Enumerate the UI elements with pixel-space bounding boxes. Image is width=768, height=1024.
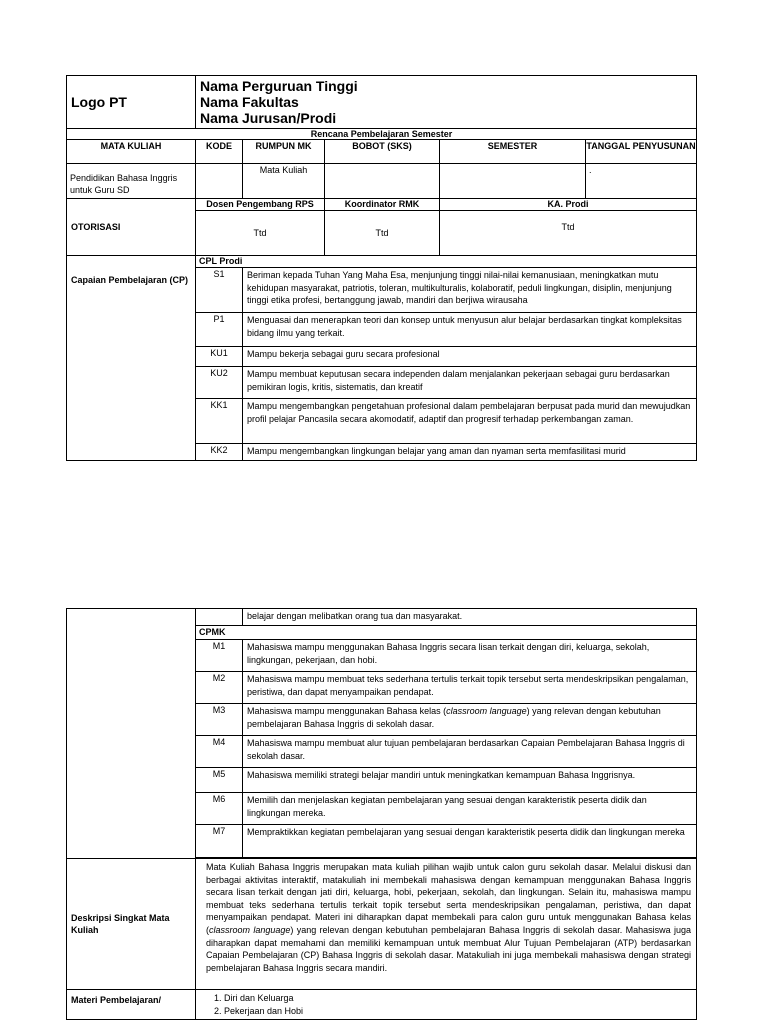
cpl-code: KK2 xyxy=(196,444,243,461)
cpl-code: KU1 xyxy=(196,347,243,367)
rps-header-table xyxy=(66,75,697,461)
cpmk-text-part: Mahasiswa mampu menggunakan Bahasa kelas ( xyxy=(247,706,447,716)
cpl-code: KU2 xyxy=(196,367,243,399)
course-semester xyxy=(440,164,586,199)
deskripsi-part: Mata Kuliah Bahasa Inggris merupakan mata kuliah pilihan wajib untuk calon guru sekolah dasar. Melalui diskusi dan berbagai aktivitas interaktif, matakuliah ini membekali mahasiswa dengan kemampuan menggunakan Bahasa Inggris secara lisan terkait dengan jati diri, keluarga, hobi, pekerjaan, sekolah, dan lingkungan. Selain itu, mahasiswa mampu membuat teks sederhana tertulis terkait topik tersebut serta mendeskripsikan pengalaman, peristiwa, dan dapat menyampaikan pendapat. Materi ini diharapkan dapat membekali para calon guru untuk menggunakan Bahasa kelas ( xyxy=(206,862,691,935)
cpmk-text: Mahasiswa memiliki strategi belajar mandiri untuk meningkatkan kemampuan Bahasa Inggrisnya. xyxy=(243,768,697,793)
course-bobot xyxy=(325,164,440,199)
cpl-text: Beriman kepada Tuhan Yang Maha Esa, menjunjung tinggi nilai-nilai kemanusiaan, meningkatkan mutu kehidupan masyarakat, patriotis, toleran, multikulturalis, kolaboratif, peduli lingkungan, disiplin, menjunjung tinggi etika profesi, bertanggung jawab, mandiri dan berjiwa wirausaha xyxy=(243,268,697,313)
cpmk-heading: CPMK xyxy=(196,626,697,640)
koordinator-ttd: Ttd xyxy=(325,211,440,256)
cpmk-code: M3 xyxy=(196,704,243,736)
course-tanggal: . xyxy=(586,164,697,199)
department-name: Nama Jurusan/Prodi xyxy=(200,110,337,126)
kaprodi-header: KA. Prodi xyxy=(440,199,697,211)
koordinator-header: Koordinator RMK xyxy=(325,199,440,211)
dosen-ttd: Ttd xyxy=(196,211,325,256)
deskripsi-text xyxy=(196,859,697,990)
cpl-text: Mampu bekerja sebagai guru secara profesional xyxy=(243,347,697,367)
cpl-code: S1 xyxy=(196,268,243,313)
materi-item: 1. Diri dan Keluarga xyxy=(224,992,696,1005)
deskripsi-italic: classroom language xyxy=(209,924,291,935)
col-rumpun-mk: RUMPUN MK xyxy=(243,140,325,164)
cp-label: Capaian Pembelajaran (CP) xyxy=(67,256,196,461)
rps-continuation-table xyxy=(66,608,697,1020)
cpmk-text: Mahasiswa mampu membuat alur tujuan pembelajaran berdasarkan Capaian Pembelajaran Bahasa Inggris di sekolah dasar. xyxy=(243,736,697,768)
course-rumpun: Mata Kuliah xyxy=(243,164,325,199)
cpl-text: Mampu mengembangkan lingkungan belajar yang aman dan nyaman serta memfasilitasi murid xyxy=(243,444,697,461)
institution-name: Nama Perguruan Tinggi xyxy=(200,78,358,94)
cpl-text: Mampu mengembangkan pengetahuan profesional dalam pembelajaran berpusat pada murid dan mewujudkan profil pelajar Pancasila secara akomodatif, adaptif dan progresif terhadap perkembangan zaman. xyxy=(243,399,697,444)
cpmk-text: Memilih dan menjelaskan kegiatan pembelajaran yang sesuai dengan karakteristik peserta didik dan lingkungan mereka. xyxy=(243,793,697,825)
materi-list xyxy=(196,992,696,1017)
cpl-text: Mampu membuat keputusan secara independen dalam menjalankan pekerjaan sebagai guru berdasarkan pemikiran logis, kritis, sistematis, dan kreatif xyxy=(243,367,697,399)
faculty-name: Nama Fakultas xyxy=(200,94,299,110)
dosen-pengembang-header: Dosen Pengembang RPS xyxy=(196,199,325,211)
cpl-heading: CPL Prodi xyxy=(196,256,697,268)
cpl-code: KK1 xyxy=(196,399,243,444)
cpmk-code: M6 xyxy=(196,793,243,825)
col-semester: SEMESTER xyxy=(440,140,586,164)
col-mata-kuliah: MATA KULIAH xyxy=(67,140,196,164)
cpmk-code: M4 xyxy=(196,736,243,768)
course-kode xyxy=(196,164,243,199)
logo-placeholder: Logo PT xyxy=(67,76,196,129)
col-tanggal: TANGGAL PENYUSUNAN xyxy=(586,140,697,164)
course-name: Pendidikan Bahasa Inggris untuk Guru SD xyxy=(67,164,196,199)
kaprodi-ttd: Ttd xyxy=(440,211,697,256)
deskripsi-part: ) yang relevan dengan kebutuhan pembelajaran Bahasa Inggris di sekolah dasar. Mahasiswa juga diharapkan dapat memahami dan memiliki kemampuan untuk membuat Alur Tujuan Pembelajaran (ATP) berdasarkan Capaian Pembelajaran (CP) Bahasa Inggris di sekolah dasar. Matakuliah ini juga membekali mahasiswa dengan strategi pembelajaran Bahasa Inggris secara mandiri. xyxy=(206,924,691,973)
cpmk-text xyxy=(243,704,697,736)
cpl-code: P1 xyxy=(196,313,243,347)
cpl-code-continued xyxy=(196,609,243,626)
cpmk-text: Mempraktikkan kegiatan pembelajaran yang sesuai dengan karakteristik peserta didik dan lingkungan mereka xyxy=(243,825,697,858)
deskripsi-label: Deskripsi Singkat Mata Kuliah xyxy=(67,859,196,990)
col-bobot: BOBOT (SKS) xyxy=(325,140,440,164)
rps-title: Rencana Pembelajaran Semester xyxy=(67,129,697,140)
institution-header xyxy=(196,76,697,129)
materi-label: Materi Pembelajaran/ xyxy=(67,990,196,1020)
cp-label-continued xyxy=(67,609,196,859)
cpmk-text-italic: classroom language xyxy=(446,706,527,716)
cpmk-text: Mahasiswa mampu membuat teks sederhana tertulis terkait topik tersebut serta mendeskripsikan pengalaman, peristiwa, dan dapat menyampaikan pendapat. xyxy=(243,672,697,704)
otorisasi-label: OTORISASI xyxy=(67,199,196,256)
materi-item: 2. Pekerjaan dan Hobi xyxy=(224,1005,696,1018)
cpl-text-continued: belajar dengan melibatkan orang tua dan masyarakat. xyxy=(243,609,697,626)
cpmk-code: M7 xyxy=(196,825,243,858)
cpmk-text-part: ) yang relevan dengan kebutuhan pembelajaran Bahasa Inggris di sekolah dasar. xyxy=(247,706,661,729)
cpl-text: Menguasai dan menerapkan teori dan konsep untuk menyusun alur belajar berdasarkan tingkat kompleksitas bidang ilmu yang terkait. xyxy=(243,313,697,347)
cpmk-code: M2 xyxy=(196,672,243,704)
cpmk-code: M1 xyxy=(196,640,243,672)
materi-list-cell xyxy=(196,990,697,1020)
cpmk-code: M5 xyxy=(196,768,243,793)
cpmk-text: Mahasiswa mampu menggunakan Bahasa Inggris secara lisan terkait dengan diri, keluarga, sekolah, lingkungan, pekerjaan, dan hobi. xyxy=(243,640,697,672)
col-kode: KODE xyxy=(196,140,243,164)
